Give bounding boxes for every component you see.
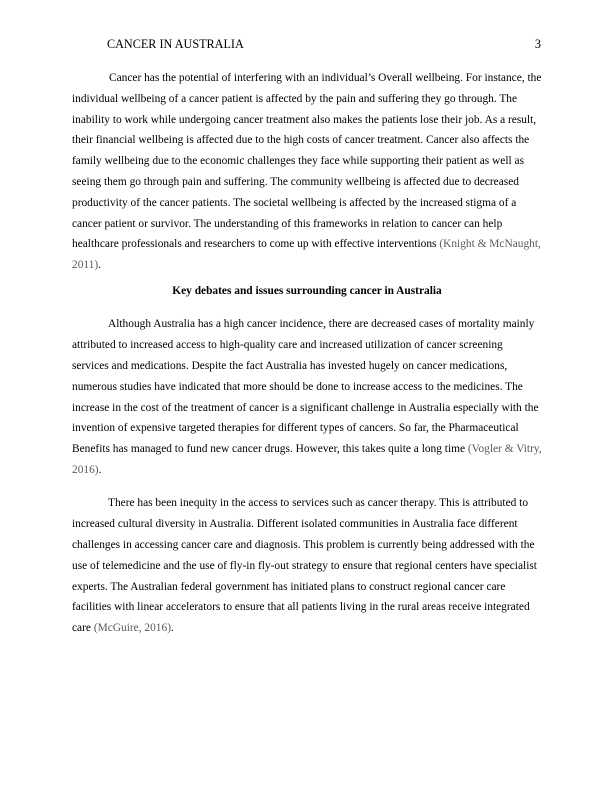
page-number: 3: [534, 37, 541, 51]
running-head: CANCER IN AUSTRALIA: [107, 37, 244, 51]
paragraph-wellbeing: [72, 68, 542, 276]
paragraph-text: There has been inequity in the access to services such as cancer therapy. This is attributed to increased cultural diversity in Australia. Different isolated communities in Australia face different challenges in accessing cancer care and diagnosis. This problem is currently being addressed with the use of telemedicine and the use of fly-in fly-out strategy to ensure that regional centers have specialist experts. The Australian federal government has initiated plans to construct regional cancer care facilities with linear accelerators to ensure that all patients living in the rural areas receive integrated care: [72, 497, 537, 635]
section-heading: Key debates and issues surrounding cancer in Australia: [172, 284, 442, 297]
paragraph-mortality-access: [72, 314, 542, 480]
citation-mcguire: (McGuire, 2016): [93, 622, 171, 635]
citation-knight-mcnaught: (Knight & McNaught, 2011): [72, 238, 541, 272]
page-header: [107, 36, 541, 52]
citation-vogler-vitry: (Vogler & Vitry, 2016): [72, 443, 542, 476]
document-body: [72, 68, 542, 639]
paragraph-end: .: [98, 259, 102, 272]
paragraph-end: .: [98, 463, 102, 476]
paragraph-end: .: [171, 622, 174, 635]
paragraph-inequity: [72, 493, 542, 639]
paragraph-text: Cancer has the potential of interfering with an individual’s Overall wellbeing. For instance, the individual wellbeing of a cancer patient is affected by the pain and suffering they go through. The inability to work while undergoing cancer treatment also makes the patients lose their job. As a result, their financial wellbeing is affected due to the high costs of cancer treatment. Cancer also affects the family wellbeing due to the economic challenges they face while supporting their patient as well as seeing them go through pain and suffering. The community wellbeing is affected due to decreased productivity of the cancer patients. The societal wellbeing is affected by the increased stigma of a cancer patient or survivor. The understanding of this frameworks in relation to cancer can help healthcare professionals and researchers to come up with effective interventions: [72, 72, 542, 251]
paragraph-text: Although Australia has a high cancer incidence, there are decreased cases of mortality mainly attributed to increased access to high-quality care and increased utilization of cancer screening services and medications. Despite the fact Australia has invested hugely on cancer medications, numerous studies have indicated that more should be done to increase access to the medicines. The increase in the cost of the treatment of cancer is a significant challenge in Australia especially with the invention of expensive targeted therapies for different types of cancers. So far, the Pharmaceutical Benefits has managed to fund new cancer drugs. However, this takes quite a long time: [72, 318, 539, 456]
